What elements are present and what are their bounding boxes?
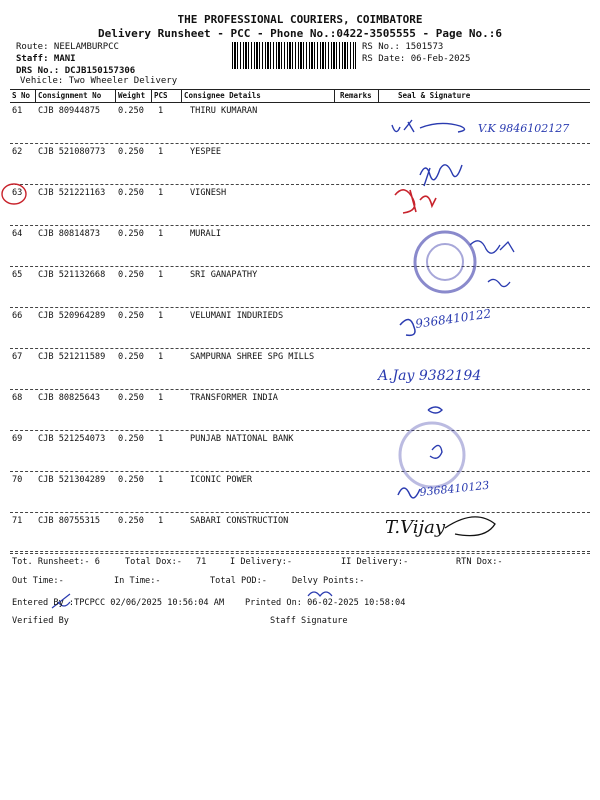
- row-consignment-no: CJB 521254073: [38, 434, 106, 444]
- row-sno: 65: [12, 270, 23, 280]
- signature-row-61: [392, 120, 465, 132]
- route-label: Route: NEELAMBURPCC: [16, 42, 119, 52]
- red-circle-mark: [2, 184, 26, 204]
- row-consignment-no: CJB 521132668: [38, 270, 106, 280]
- row-consignee: SAMPURNA SHREE SPG MILLS: [190, 352, 315, 362]
- row-weight: 0.250: [118, 106, 144, 116]
- row-weight: 0.250: [118, 229, 144, 239]
- footer-ii-delivery: II Delivery:-: [341, 557, 409, 567]
- signature-text-row-66: 9368410122: [414, 306, 493, 331]
- signature-row-71: [445, 517, 495, 536]
- rs-date: RS Date: 06-Feb-2025: [362, 54, 471, 64]
- footer-rtn-dox: RTN Dox:-: [456, 557, 503, 567]
- signature-text-row-67: A.Jay 9382194: [378, 368, 482, 384]
- row-consignment-no: CJB 521221163: [38, 188, 106, 198]
- row-weight: 0.250: [118, 434, 144, 444]
- row-consignment-no: CJB 80755315: [38, 516, 101, 526]
- row-consignment-no: CJB 80814873: [38, 229, 101, 239]
- row-pcs: 1: [158, 475, 164, 485]
- row-sno: 61: [12, 106, 23, 116]
- row-consignee: THIRU KUMARAN: [190, 106, 258, 116]
- row-pcs: 1: [158, 270, 164, 280]
- footer-out-time: Out Time:-: [12, 576, 64, 586]
- signature-text-row-70: 9368410123: [418, 478, 490, 499]
- signature-text-row-71: T.Vijay: [385, 517, 446, 538]
- col-header-signature: Seal & Signature: [398, 91, 471, 100]
- stamp-circle-icon: [415, 232, 475, 292]
- footer-tot-runsheet: Tot. Runsheet:- 6: [12, 557, 100, 567]
- signature-row-65: [488, 279, 510, 286]
- footer-delvy-points: Delvy Points:-: [292, 576, 365, 586]
- rs-number: RS No.: 1501573: [362, 42, 444, 52]
- signature-text-row-61: V.K 9846102127: [478, 122, 570, 135]
- signature-row-63: [395, 190, 436, 213]
- row-consignment-no: CJB 521080773: [38, 147, 106, 157]
- footer-verified-by: Verified By: [12, 616, 69, 626]
- printed-on-mark: [308, 592, 332, 596]
- row-consignee: VIGNESH: [190, 188, 227, 198]
- row-pcs: 1: [158, 311, 164, 321]
- footer-in-time: In Time:-: [114, 576, 161, 586]
- col-header-consignment: Consignment No: [38, 91, 102, 100]
- row-sno: 66: [12, 311, 23, 321]
- stamp-inner-icon: [427, 244, 463, 280]
- row-pcs: 1: [158, 229, 164, 239]
- row-weight: 0.250: [118, 147, 144, 157]
- col-header-consignee: Consignee Details: [184, 91, 261, 100]
- footer-i-delivery: I Delivery:-: [230, 557, 293, 567]
- row-consignment-no: CJB 80944875: [38, 106, 101, 116]
- row-pcs: 1: [158, 393, 164, 403]
- row-sno: 64: [12, 229, 23, 239]
- footer-printed-on: Printed On: 06-02-2025 10:58:04: [245, 598, 406, 608]
- row-sno: 67: [12, 352, 23, 362]
- row-sno: 71: [12, 516, 23, 526]
- row-sno: 63: [12, 188, 23, 198]
- row-consignee: TRANSFORMER INDIA: [190, 393, 278, 403]
- row-weight: 0.250: [118, 393, 144, 403]
- signature-row-62: [420, 165, 462, 186]
- signature-row-70: [398, 488, 420, 498]
- row-sno: 62: [12, 147, 23, 157]
- row-pcs: 1: [158, 516, 164, 526]
- row-consignment-no: CJB 521304289: [38, 475, 106, 485]
- drs-number: DRS No.: DCJB150157306: [16, 66, 136, 76]
- row-consignee: ICONIC POWER: [190, 475, 253, 485]
- footer-staff-signature: Staff Signature: [270, 616, 348, 626]
- row-pcs: 1: [158, 434, 164, 444]
- row-weight: 0.250: [118, 516, 144, 526]
- signature-row-69: [430, 445, 442, 458]
- stamp-circle-icon: [400, 423, 464, 487]
- signature-row-66: [400, 319, 415, 335]
- col-header-remarks: Remarks: [340, 91, 372, 100]
- row-weight: 0.250: [118, 352, 144, 362]
- row-pcs: 1: [158, 147, 164, 157]
- row-sno: 68: [12, 393, 23, 403]
- footer-total-pod: Total POD:-: [210, 576, 267, 586]
- row-weight: 0.250: [118, 311, 144, 321]
- row-consignee: YESPEE: [190, 147, 222, 157]
- col-header-weight: Weight: [118, 91, 146, 100]
- row-pcs: 1: [158, 106, 164, 116]
- row-weight: 0.250: [118, 475, 144, 485]
- row-consignment-no: CJB 80825643: [38, 393, 101, 403]
- company-name: THE PROFESSIONAL COURIERS, COIMBATORE: [177, 13, 423, 26]
- row-consignee: PUNJAB NATIONAL BANK: [190, 434, 294, 444]
- row-weight: 0.250: [118, 270, 144, 280]
- row-pcs: 1: [158, 188, 164, 198]
- signature-row-64: [470, 241, 514, 253]
- col-header-sno: S No: [12, 91, 31, 100]
- footer-total-dox-value: 71: [196, 557, 207, 567]
- signature-row-68: [428, 407, 442, 413]
- row-consignment-no: CJB 521211589: [38, 352, 106, 362]
- footer-entered-by: Entered By :TPCPCC 02/06/2025 10:56:04 AM: [12, 598, 225, 608]
- footer-rule: [10, 551, 590, 552]
- row-consignee: VELUMANI INDURIEDS: [190, 311, 284, 321]
- row-weight: 0.250: [118, 188, 144, 198]
- row-pcs: 1: [158, 352, 164, 362]
- row-sno: 69: [12, 434, 23, 444]
- runsheet-title: Delivery Runsheet - PCC - Phone No.:0422-3505555 - Page No.:6: [98, 27, 502, 40]
- vehicle-label: Vehicle: Two Wheeler Delivery: [20, 76, 178, 86]
- row-consignment-no: CJB 520964289: [38, 311, 106, 321]
- row-consignee: MURALI: [190, 229, 222, 239]
- row-consignee: SABARI CONSTRUCTION: [190, 516, 289, 526]
- col-header-pcs: PCS: [154, 91, 168, 100]
- row-consignee: SRI GANAPATHY: [190, 270, 258, 280]
- staff-label: Staff: MANI: [16, 54, 76, 64]
- row-sno: 70: [12, 475, 23, 485]
- footer-total-dox: Total Dox:-: [125, 557, 182, 567]
